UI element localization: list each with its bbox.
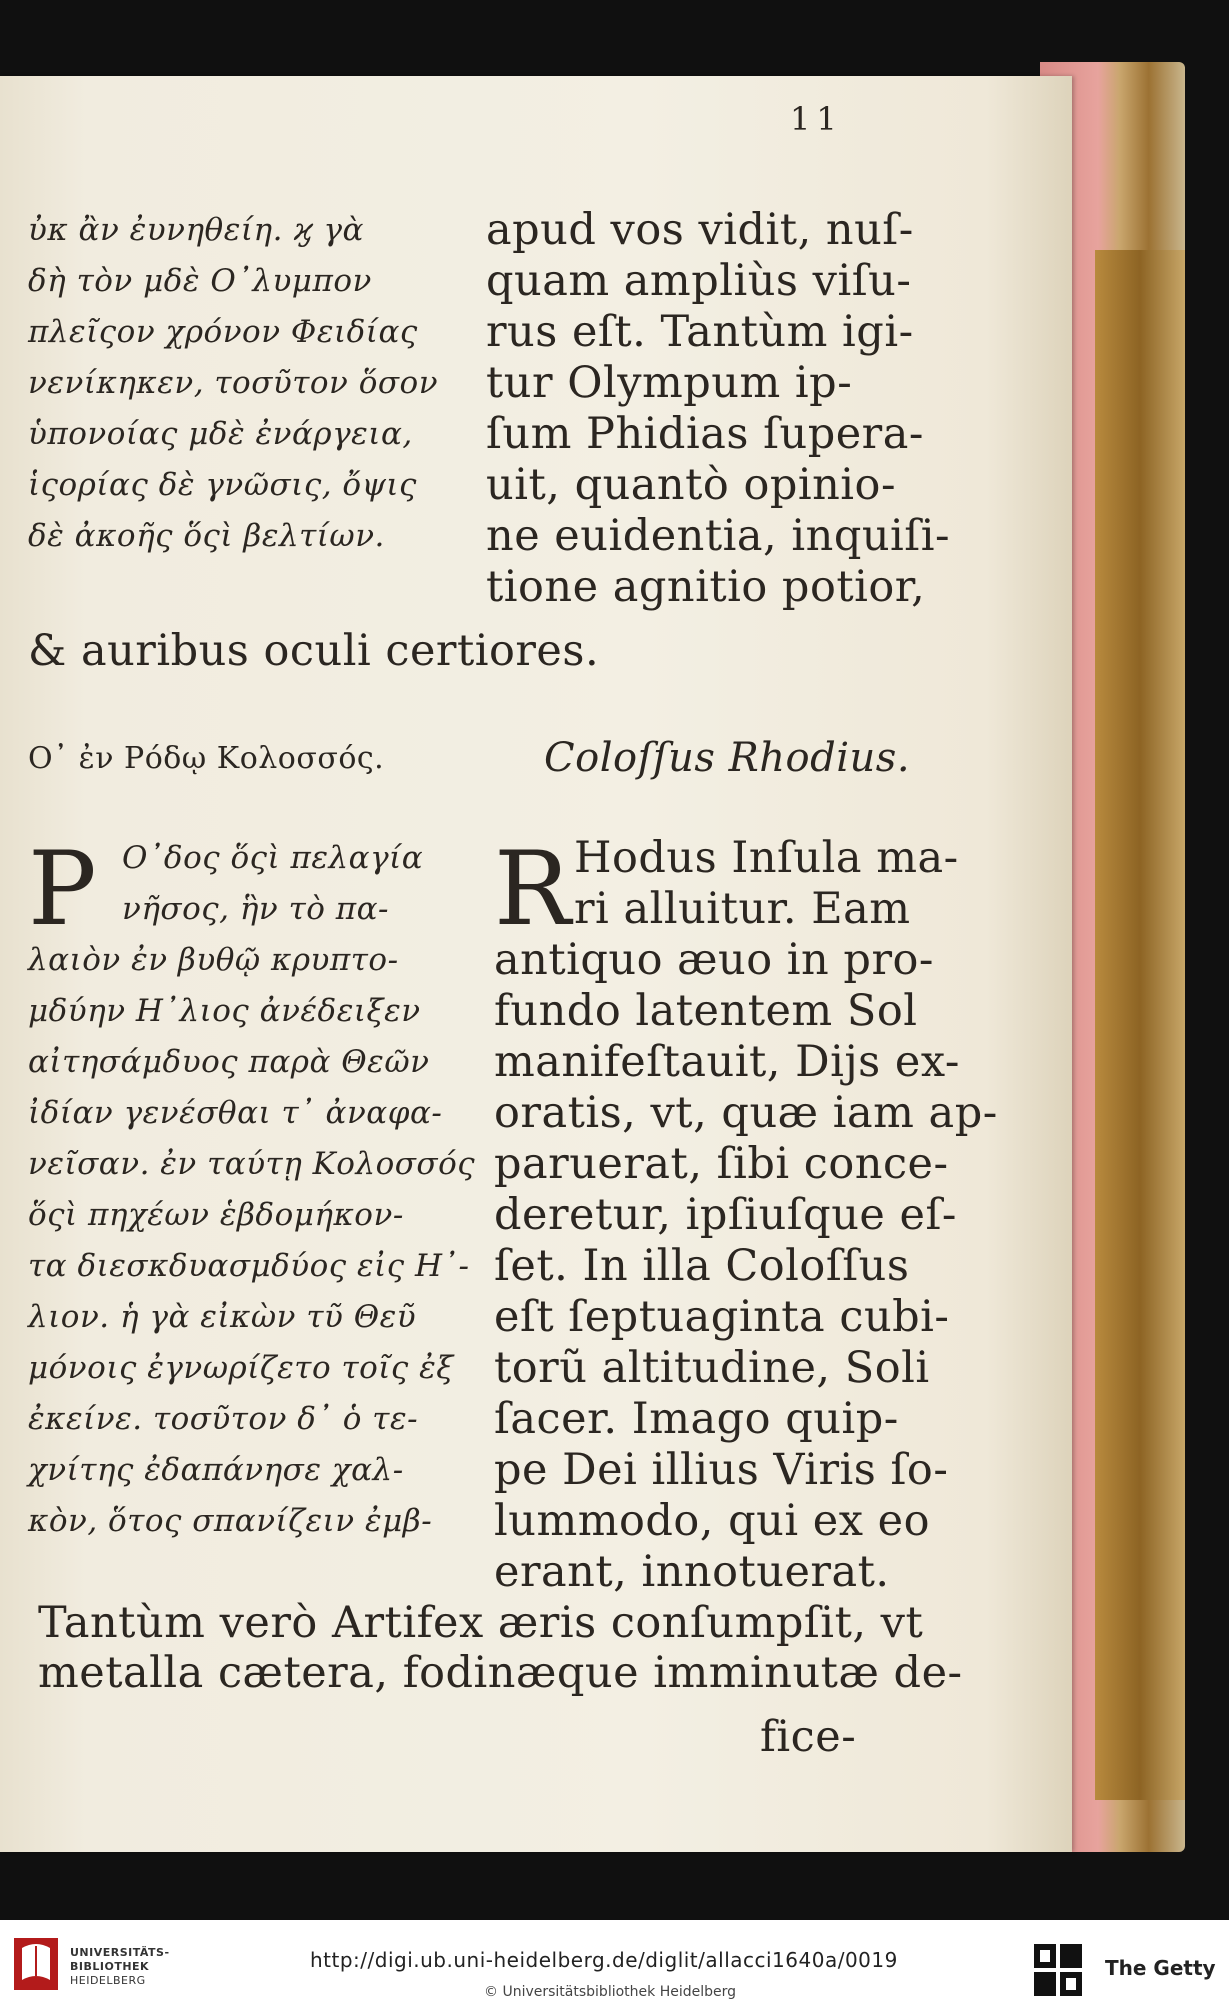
- latin-line: tur Olympum ip-: [486, 358, 853, 408]
- greek-line: λιον. ἡ γὰ εἰκὼν τῦ Θεῦ: [28, 1299, 417, 1335]
- latin-line: ri alluitur. Eam: [574, 884, 911, 934]
- latin-line: erant, innotuerat.: [494, 1547, 890, 1597]
- greek-line: ἱςορίας δὲ γνῶσις, ὄψις: [28, 467, 417, 503]
- greek-line: κὸν, ὅτος σπανίζειν ἐμβ-: [28, 1503, 433, 1539]
- greek-line: δὴ τὸν μδὲ Ο᾽λυμπον: [28, 263, 372, 299]
- latin-line: manifeſtauit, Dijs ex-: [494, 1037, 960, 1087]
- ub-name-line: BIBLIOTHEK: [70, 1960, 150, 1973]
- greek-line: χνίτης ἐδαπάνησε χαλ-: [28, 1452, 404, 1488]
- page-number: 11: [790, 100, 843, 138]
- latin-line: paruerat, ſibi conce-: [494, 1139, 949, 1189]
- copyright-notice: © Universitätsbibliothek Heidelberg: [484, 1984, 737, 2000]
- latin-line: rus eſt. Tantùm igi-: [486, 307, 914, 357]
- latin-line: oratis, vt, quæ iam ap-: [494, 1088, 998, 1138]
- greek-column-top: [28, 205, 438, 562]
- latin-drop-cap: R: [494, 830, 572, 949]
- getty-name: The Getty: [1105, 1956, 1216, 1980]
- greek-line: δὲ ἀκοῆς ὅςὶ βελτίων.: [28, 518, 385, 554]
- latin-line: lummodo, qui ex eo: [494, 1496, 930, 1546]
- greek-drop-cap: Ρ: [28, 830, 98, 949]
- university-library-logo: [14, 1938, 58, 1990]
- greek-line: ὐκ ἂν ἐυνηθείη. ϗ γὰ: [28, 212, 364, 248]
- catchword: fice-: [760, 1712, 857, 1762]
- greek-line: τα διεσκδυασμδύος εἰς Η᾽-: [28, 1248, 470, 1284]
- book-cover: [1095, 250, 1185, 1800]
- latin-line: ne euidentia, inquiſi-: [486, 511, 950, 561]
- latin-line: apud vos vidit, nuſ-: [486, 205, 914, 255]
- greek-line: ὑπονοίας μδὲ ἐνάργεια,: [28, 416, 413, 452]
- greek-line: ἰδίαν γενέσθαι τ᾽ ἀναφα-: [28, 1095, 443, 1131]
- footer-bar: [0, 1920, 1229, 2015]
- greek-section-heading: Ο᾽ ἐν Ρόδῳ Κολοσσός.: [28, 741, 385, 776]
- latin-line: antiquo æuo in pro-: [494, 935, 934, 985]
- full-width-line: & auribus oculi certiores.: [28, 626, 600, 676]
- permalink-url[interactable]: http://digi.ub.uni-heidelberg.de/diglit/allacci1640a/0019: [310, 1948, 898, 1972]
- greek-line: λαιὸν ἐν βυθῷ κρυπτο-: [28, 942, 399, 978]
- full-width-line: Tantùm verò Artifex æris conſumpſit, vt: [38, 1598, 924, 1648]
- latin-line: deretur, ipſiuſque eſ-: [494, 1190, 957, 1240]
- greek-line: Ο᾽δος ὅςὶ πελαγία: [122, 840, 424, 876]
- greek-line: ὅςὶ πηχέων ἑβδομήκον-: [28, 1197, 404, 1233]
- latin-line: torũ altitudine, Soli: [494, 1343, 930, 1393]
- latin-line: fundo latentem Sol: [494, 986, 918, 1036]
- full-width-line: metalla cætera, fodinæque imminutæ de-: [38, 1648, 963, 1698]
- ub-name-line: HEIDELBERG: [70, 1974, 146, 1987]
- latin-line: ſum Phidias ſupera-: [486, 409, 924, 459]
- latin-column-top: [486, 205, 950, 613]
- greek-line: αἰτησάμδυος παρὰ Θεῶν: [28, 1044, 430, 1080]
- greek-line: νενίκηκεν, τοσῦτον ὅσον: [28, 365, 439, 401]
- latin-section-heading: Coloſſus Rhodius.: [544, 735, 911, 781]
- latin-line: quam ampliùs viſu-: [486, 256, 912, 306]
- getty-logo-icon: [1034, 1944, 1084, 1996]
- latin-line: ſet. In illa Coloſſus: [494, 1241, 910, 1291]
- latin-line: uit, quantò opinio-: [486, 460, 896, 510]
- university-library-name: [70, 1946, 170, 1988]
- greek-line: ἐκείνε. τοσῦτον δ᾽ ὁ τε-: [28, 1401, 419, 1437]
- latin-line: pe Dei illius Viris ſo-: [494, 1445, 949, 1495]
- greek-line: μόνοις ἐγνωρίζετο τοῖς ἐξ: [28, 1350, 454, 1386]
- latin-line: eſt ſeptuaginta cubi-: [494, 1292, 950, 1342]
- latin-line: tione agnitio potior,: [486, 562, 926, 612]
- latin-column-lead: [574, 833, 959, 935]
- greek-column-lead: [122, 833, 423, 935]
- greek-line: πλεῖςον χρόνον Φειδίας: [28, 314, 418, 350]
- greek-line: νεῖσαν. ἐν ταύτῃ Κολοσσός: [28, 1146, 476, 1182]
- greek-line: μδύην Η᾽λιος ἀνέδειξεν: [28, 993, 421, 1029]
- latin-column-body: [494, 935, 998, 1598]
- greek-column-body: [28, 935, 475, 1547]
- latin-line: Hodus Inſula ma-: [574, 833, 959, 883]
- latin-line: ſacer. Imago quip-: [494, 1394, 899, 1444]
- ub-name-line: UNIVERSITÄTS-: [70, 1946, 170, 1959]
- greek-line: νῆσος, ἣν τὸ πα-: [122, 891, 390, 927]
